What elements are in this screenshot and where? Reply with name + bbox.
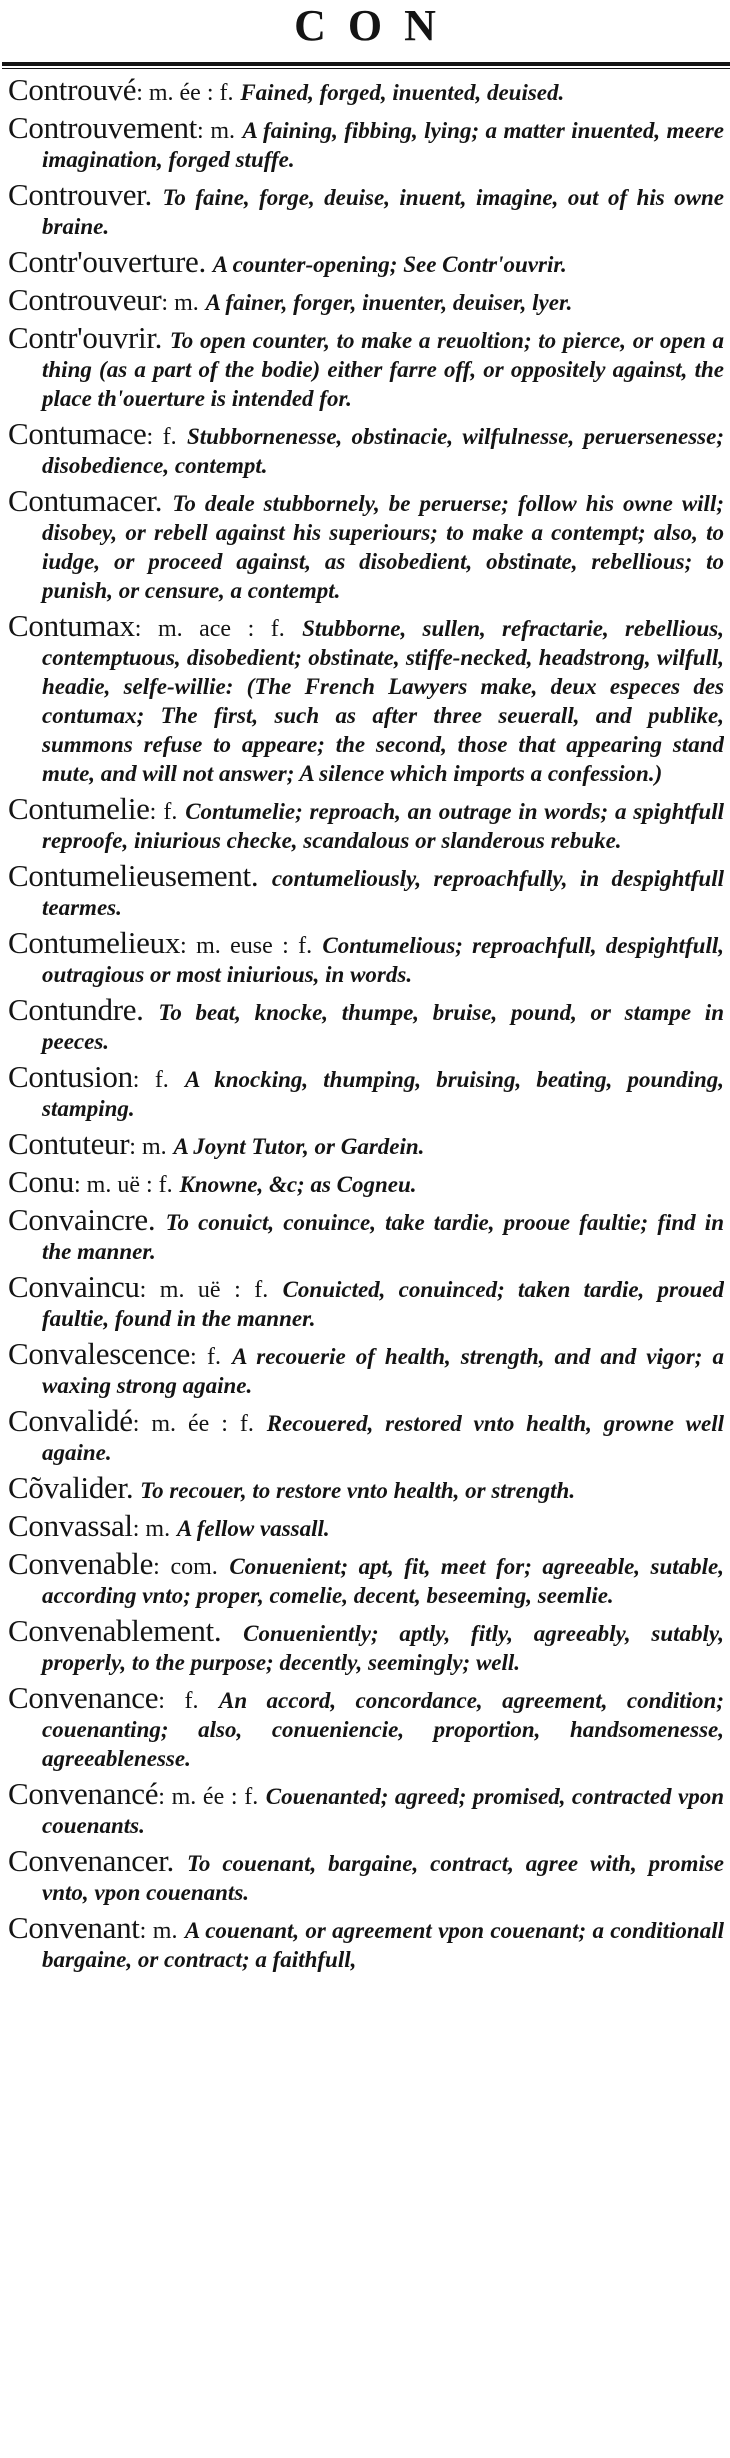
headword: Controuvé xyxy=(8,76,137,107)
dictionary-entry xyxy=(8,1776,724,1841)
definition: To faine, forge, deuise, inuent, imagine, out of his owne braine. xyxy=(42,185,724,239)
page-header: CON xyxy=(294,1,458,50)
dictionary-entry xyxy=(8,1546,724,1611)
headword: Contuteur xyxy=(8,1126,130,1161)
definition: To couenant, bargaine, contract, agree with, promise vnto, vpon couenants. xyxy=(42,1851,724,1905)
headword: Controuver. xyxy=(8,177,152,212)
dictionary-entry xyxy=(8,992,724,1057)
headword: Convenance xyxy=(8,1680,159,1715)
header-rule-thick xyxy=(2,62,730,66)
headword: Convenablement. xyxy=(8,1613,222,1648)
headword: Convaincu xyxy=(8,1269,140,1304)
dictionary-entry xyxy=(8,177,724,242)
dictionary-entry xyxy=(8,1843,724,1908)
definition: Stubborne, sullen, refractarie, rebellious, contemptuous, disobedient; obstinate, stiffe-necked, headstrong, wilfull, headie, selfe-willie: (The French Lawyers make, deux especes des contumax; The first, such as after three seuerall, and publike, summons refuse to appeare; the second, those that appearing stand mute, and will not answer; A silence which imports a confession.) xyxy=(42,616,724,786)
dictionary-entry xyxy=(8,320,724,414)
definition: To conuict, conuince, take tardie, prooue faultie; find in the manner. xyxy=(42,1210,724,1264)
definition: Contumelie; reproach, an outrage in words; a spightfull reproofe, iniurious checke, scandalous or slanderous rebuke. xyxy=(42,799,724,853)
headword: Controuveur xyxy=(8,282,162,317)
headword: Contusion xyxy=(8,1059,133,1094)
definition: Conuenient; apt, fit, meet for; agreeable, sutable, according vnto; proper, comelie, decent, beseeming, seemlie. xyxy=(42,1554,724,1608)
definition: A Joynt Tutor, or Gardein. xyxy=(173,1134,425,1159)
dictionary-entry xyxy=(8,1164,724,1200)
headword: Contundre. xyxy=(8,992,144,1027)
headword: Contr'ouverture. xyxy=(8,244,206,279)
headword: Contumelieux xyxy=(8,925,181,960)
grammar-label: : com. xyxy=(153,1554,218,1580)
headword: Cõvalider. xyxy=(8,1470,134,1505)
definition: Conueniently; aptly, fitly, agreeably, sutably, properly, to the purpose; decently, seemingly; well. xyxy=(42,1621,724,1675)
grammar-label: : f. xyxy=(190,1344,221,1370)
headword: Contumacer. xyxy=(8,483,163,518)
dictionary-entry xyxy=(8,925,724,990)
dictionary-entry xyxy=(8,608,724,789)
headword: Convalidé xyxy=(8,1403,133,1438)
grammar-label: : m. ace : f. xyxy=(134,616,285,642)
dictionary-entry xyxy=(8,1508,724,1544)
grammar-label: : m. uë : f. xyxy=(139,1277,269,1303)
definition: A counter-opening; See Contr'ouvrir. xyxy=(212,252,567,277)
headword: Contumax xyxy=(8,608,135,643)
grammar-label: : f. xyxy=(149,799,178,825)
dictionary-entry xyxy=(8,282,724,318)
definition: Recouered, restored vnto health, growne well againe. xyxy=(42,1411,724,1465)
dictionary-entry xyxy=(8,1910,724,1975)
definition: Contumelious; reproachfull, despightfull, outragious or most iniurious, in words. xyxy=(42,933,724,987)
definition: To deale stubbornely, be peruerse; follow his owne will; disobey, or rebell against his superiours; to make a contempt; also, to iudge, or proceed against, as disobedient, obstinate, rebellious; to punish, or censure, a contempt. xyxy=(42,491,724,603)
dictionary-entry xyxy=(8,1126,724,1162)
definition: contumeliously, reproachfully, in despightfull tearmes. xyxy=(42,866,724,920)
grammar-label: : m. xyxy=(129,1134,167,1160)
entry-list xyxy=(8,76,724,2454)
headword: Convaincre. xyxy=(8,1202,156,1237)
headword: Convenancer. xyxy=(8,1843,174,1878)
grammar-label: : m. xyxy=(132,1516,171,1542)
grammar-label: : f. xyxy=(132,1067,169,1093)
headword: Conu xyxy=(8,1164,74,1199)
dictionary-entry xyxy=(8,416,724,481)
headword: Contumace xyxy=(8,416,147,451)
definition: Knowne, &c; as Cogneu. xyxy=(179,1172,417,1197)
grammar-label: : m. euse : f. xyxy=(180,933,313,959)
definition: An accord, concordance, agreement, condition; couenanting; also, conueniencie, proportion, handsomenesse, agreeablenesse. xyxy=(42,1688,724,1771)
dictionary-entry xyxy=(8,76,724,108)
dictionary-entry xyxy=(8,858,724,923)
dictionary-entry xyxy=(8,1202,724,1267)
headword: Contumelie xyxy=(8,791,150,826)
dictionary-entry xyxy=(8,1336,724,1401)
definition: To beat, knocke, thumpe, bruise, pound, or stampe in peeces. xyxy=(42,1000,724,1054)
header-rule-thin xyxy=(2,68,730,69)
headword: Convenable xyxy=(8,1546,154,1581)
definition: A fellow vassall. xyxy=(176,1516,330,1541)
headword: Contr'ouvrir. xyxy=(8,320,163,355)
grammar-label: : m. xyxy=(196,118,235,144)
headword: Convenant xyxy=(8,1910,140,1945)
grammar-label: : m. ée : f. xyxy=(158,1784,259,1810)
grammar-label: : f. xyxy=(158,1688,199,1714)
definition: A couenant, or agreement vpon couenant; a conditionall bargaine, or contract; a faithfull, xyxy=(42,1918,724,1972)
grammar-label: : m. xyxy=(139,1918,178,1944)
dictionary-entry xyxy=(8,244,724,280)
dictionary-entry xyxy=(8,1470,724,1506)
dictionary-entry xyxy=(8,110,724,175)
dictionary-entry xyxy=(8,1613,724,1678)
definition: A fainer, forger, inuenter, deuiser, lyer. xyxy=(205,290,573,315)
definition: A recouerie of health, strength, and and vigor; a waxing strong againe. xyxy=(42,1344,724,1398)
definition: Couenanted; agreed; promised, contracted vpon couenants. xyxy=(42,1784,724,1838)
headword: Convalescence xyxy=(8,1336,191,1371)
definition: To recouer, to restore vnto health, or strength. xyxy=(140,1478,576,1503)
definition: Conuicted, conuinced; taken tardie, proued faultie, found in the manner. xyxy=(42,1277,724,1331)
headword: Contumelieusement. xyxy=(8,858,259,893)
dictionary-entry xyxy=(8,483,724,606)
grammar-label: : m. uë : f. xyxy=(73,1172,173,1198)
definition: A faining, fibbing, lying; a matter inuented, meere imagination, forged stuffe. xyxy=(42,118,724,172)
headword: Controuvement xyxy=(8,110,197,145)
dictionary-entry xyxy=(8,1680,724,1774)
dictionary-entry xyxy=(8,1403,724,1468)
definition: To open counter, to make a reuoltion; to pierce, or open a thing (as a part of the bodie) either farre off, or oppositely against, the place th'ouerture is intended for. xyxy=(42,328,724,411)
headword: Convenancé xyxy=(8,1776,159,1811)
dictionary-entry xyxy=(8,791,724,856)
grammar-label: : m. ée : f. xyxy=(136,80,234,106)
dictionary-entry xyxy=(8,1059,724,1124)
definition: A knocking, thumping, bruising, beating, pounding, stamping. xyxy=(42,1067,724,1121)
grammar-label: : f. xyxy=(146,424,177,450)
definition: Fained, forged, inuented, deuised. xyxy=(240,80,565,105)
grammar-label: : m. ée : f. xyxy=(132,1411,254,1437)
grammar-label: : m. xyxy=(161,290,199,316)
dictionary-entry xyxy=(8,1269,724,1334)
definition: Stubbornenesse, obstinacie, wilfulnesse, peruersenesse; disobedience, contempt. xyxy=(42,424,724,478)
headword: Convassal xyxy=(8,1508,133,1543)
